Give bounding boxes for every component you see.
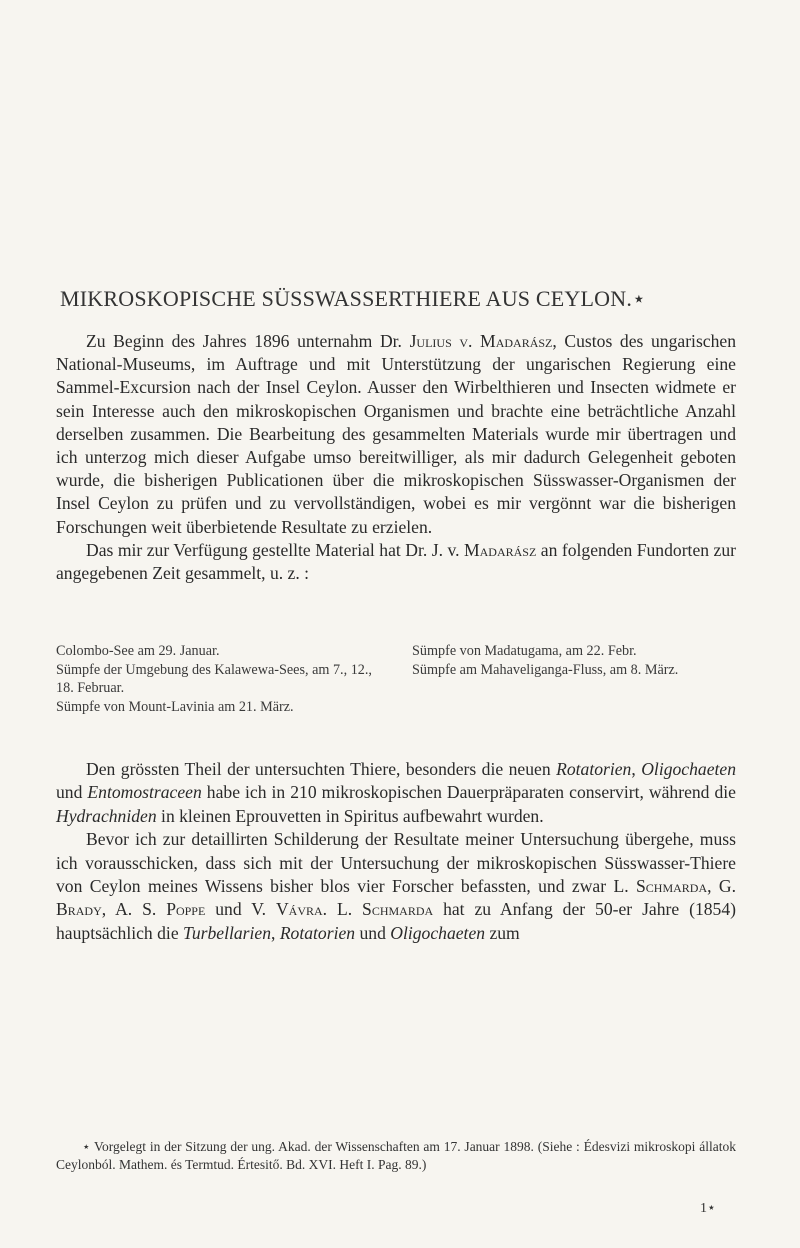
person-name: Schmarda <box>635 876 708 897</box>
person-name: Julius v. Madarász <box>409 331 553 351</box>
locality-item: Sümpfe der Umgebung des Kalawewa-Sees, am 7., 12., 18. Februar. <box>56 661 372 697</box>
taxon-name: Oligochaeten <box>390 922 486 943</box>
text-run: Das mir zur Verfügung gestellte Material hat Dr. J. v. <box>86 539 464 560</box>
person-name: Brady <box>56 899 102 920</box>
taxon-name: Rotatorien <box>556 759 632 779</box>
text-run: . L. <box>322 899 363 920</box>
text-run: Vorgelegt in der Sitzung der ung. Akad. der Wissenschaften am 17. Januar 1898. (Siehe : Édesvizi mikroskopi állatok Ceylonból. Mathem. és Termtud. Értesitő. Bd. XVI. Heft I. Pag. 89.) <box>56 1139 736 1172</box>
text-run: und <box>355 922 391 943</box>
locality-item: Colombo-See am 29. Januar. <box>56 643 220 659</box>
title-text: MIKROSKOPISCHE SÜSSWASSERTHIERE AUS CEYLON. <box>60 286 633 311</box>
person-name: Madarász <box>464 539 537 560</box>
taxon-name: Oligochaeten <box>641 759 736 779</box>
body-text-continued <box>56 758 736 945</box>
page-number: 1⋆ <box>700 1201 716 1216</box>
text-run: Zu Beginn des Jahres 1896 unternahm Dr. <box>86 331 410 351</box>
taxon-name: Hydrachniden <box>56 805 157 826</box>
paragraph-intro <box>56 330 736 539</box>
text-run: habe ich in 210 mikroskopischen Dauerpräparaten conservirt, während die <box>201 782 736 803</box>
taxon-name: Rotatorien <box>279 922 356 943</box>
locality-item: Sümpfe von Mount-Lavinia am 21. März. <box>56 698 294 715</box>
paragraph-preparations <box>56 758 736 828</box>
footnote <box>56 1138 736 1173</box>
text-run: zum <box>485 922 520 943</box>
text-run: , Custos des ungarischen National-Museums, im Auftrage und mit Unterstützung der ungarischen Regierung eine Sammel-Excursion nach der Insel Ceylon. Ausser den Wirbelthieren und Insecten widmete er sein Interesse auch den mikroskopischen Organismen und brachte eine beträchtliche Anzahl derselben zusammen. Die Bearbeitung des gesammelten Materials wurde mir übertragen und ich unterzog mich dieser Aufgabe umso bereitwilliger, als mir dadurch Gelegenheit geboten wurde, die bisherigen Publicationen über die mikroskopischen Süsswasser-Organismen der Insel Ceylon zu prüfen und zu vervollständigen, wobei es mir vergönnt war die bisherigen Forschungen weit überbietende Resultate zu erzielen. <box>56 331 737 537</box>
text-run: , A. S. <box>101 899 167 920</box>
person-name: Poppe <box>166 899 206 920</box>
text-run: , <box>271 922 280 943</box>
footnote-mark: ⋆ <box>82 1139 91 1154</box>
body-text <box>56 330 736 585</box>
text-run: Bevor ich zur detaillirten Schilderung der Resultate meiner Untersuchung übergehe, muss ich vorausschicken, dass sich mit der Untersuchung der mikroskopischen Süsswasser-Thiere von Ceylon meines Wissens bisher blos vier Forscher befassten, und zwar L. <box>56 829 736 897</box>
text-run: Den grössten Theil der untersuchten Thiere, besonders die neuen <box>86 759 557 779</box>
taxon-name: Entomostraceen <box>87 782 202 803</box>
title-footnote-mark: ⋆ <box>632 286 647 311</box>
footnote-text <box>56 1138 736 1173</box>
locality-column-left <box>56 642 380 716</box>
locality-item: Sümpfe am Mahaveliganga-Fluss, am 8. März. <box>412 661 679 678</box>
text-run: in kleinen Eprouvetten in Spiritus aufbewahrt wurden. <box>156 805 544 826</box>
text-run: an folgenden Fundorten zur angegebenen Zeit gesammelt, u. z. : <box>56 539 736 584</box>
text-run: hat zu Anfang der 50-er Jahre (1854) hauptsächlich die <box>56 899 737 943</box>
page-title <box>60 286 740 312</box>
text-run: , G. <box>707 876 737 897</box>
text-run: , <box>631 759 642 779</box>
locality-column-right <box>412 642 736 716</box>
person-name: Schmarda <box>362 899 434 920</box>
paragraph-material <box>56 539 736 585</box>
text-run: und <box>56 782 88 803</box>
locality-list <box>56 642 736 716</box>
person-name: Vávra <box>275 899 323 920</box>
text-run: und V. <box>205 899 276 920</box>
taxon-name: Turbellarien <box>183 922 272 943</box>
paragraph-researchers <box>56 828 736 945</box>
locality-item: Sümpfe von Madatugama, am 22. Febr. <box>412 643 637 659</box>
